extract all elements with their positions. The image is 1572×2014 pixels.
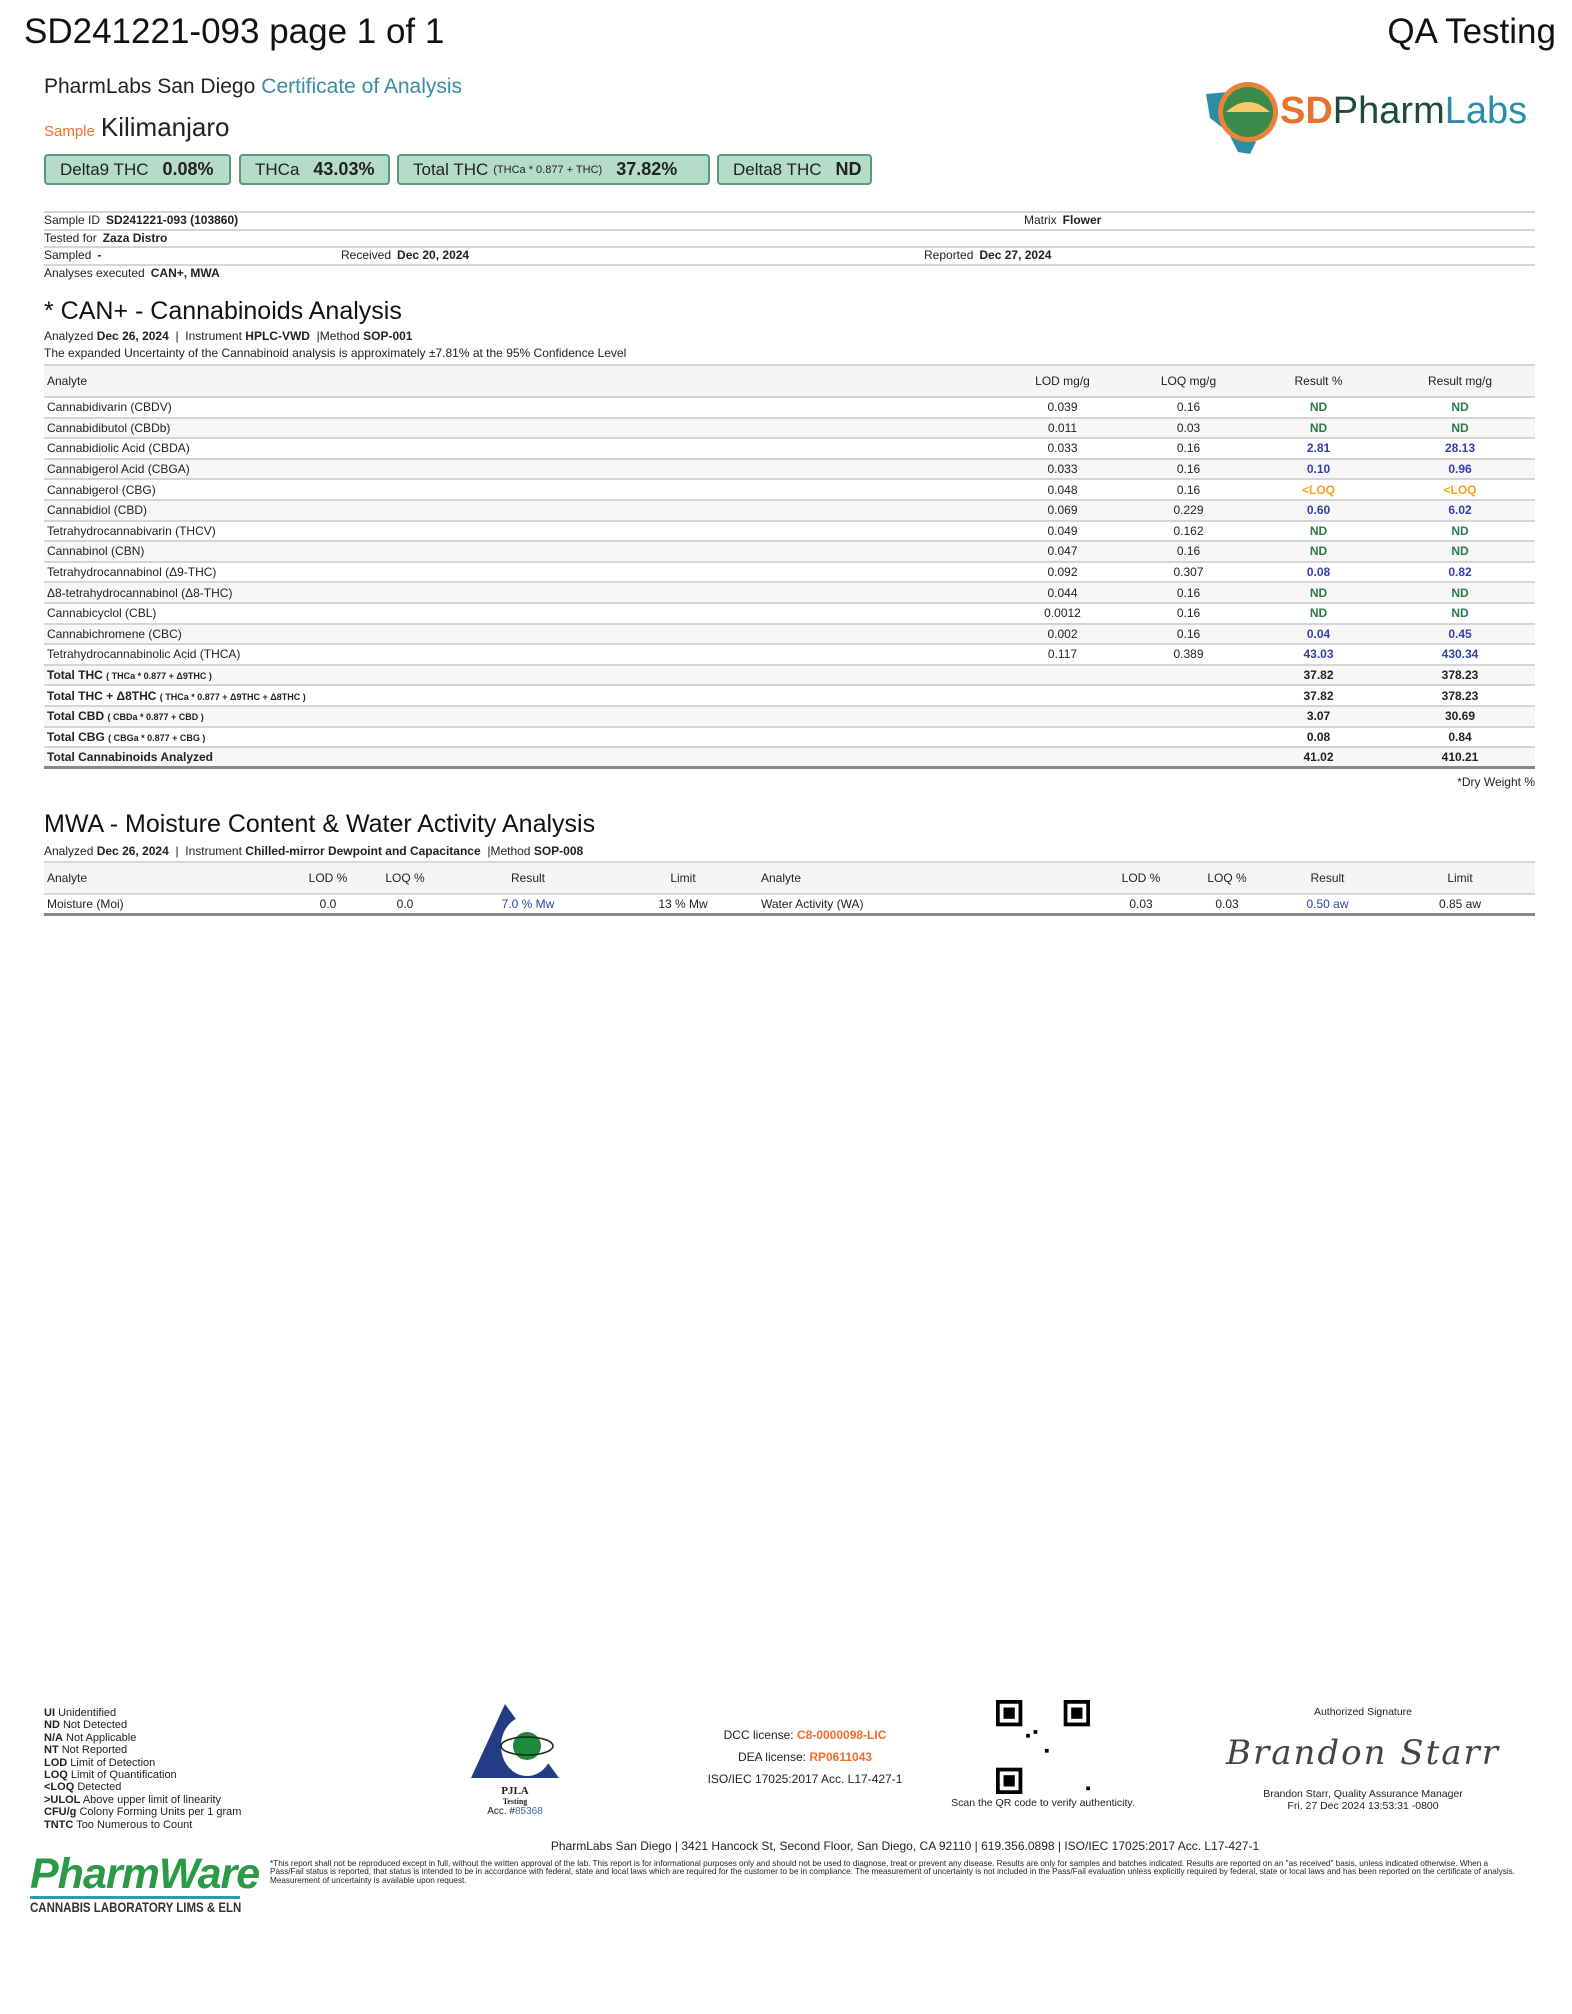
result-mg-g: 30.69 [1385,706,1535,727]
logo-wordmark: SDPharmLabs [1280,90,1528,132]
legend-meaning: Limit of Detection [70,1756,156,1769]
result-percent: 0.60 [1252,500,1385,521]
badge-label: THCa [255,159,300,179]
pjla-logo [460,1700,570,1817]
col-header: LOD mg/g [1000,365,1125,397]
label: Analyzed [44,329,94,343]
legend-meaning: Limit of Quantification [70,1769,177,1782]
analyte-name: Cannabichromene (CBC) [44,624,1000,645]
col-header: Analyte [758,862,1098,894]
lod [1000,706,1125,727]
lod: 0.069 [1000,500,1125,521]
col-header: Analyte [44,365,1000,397]
qr-caption: Scan the QR code to verify authenticity. [951,1797,1135,1809]
total-formula: ( THCa * 0.877 + Δ9THC + Δ8THC ) [159,691,306,702]
total-label: Total THC + Δ8THC [47,688,157,703]
mwa-cell: 0.85 aw [1385,894,1535,915]
result-mg-g: 28.13 [1385,438,1535,459]
sdpharmlabs-logo [1198,72,1538,157]
result-percent: ND [1252,521,1385,542]
legend-abbr: CFU/g [44,1806,77,1819]
analyte-name: Cannabigerol (CBG) [44,479,1000,500]
lod: 0.033 [1000,459,1125,480]
iso-accreditation: ISO/IEC 17025:2017 Acc. L17-427-1 [707,1772,903,1786]
badge-label: Delta8 THC [733,159,822,179]
lab-name: PharmLabs San Diego [44,75,256,98]
col-header: Result [448,862,608,894]
lod [1000,747,1125,768]
total-label: Total CBG [47,729,105,744]
legend-meaning: Above upper limit of linearity [82,1793,222,1806]
result-percent: 0.10 [1252,459,1385,480]
legend-item [44,1819,241,1831]
legend-meaning: Not Applicable [66,1731,137,1744]
table-row [44,397,1535,418]
analyte-name: Cannabidiolic Acid (CBDA) [44,438,1000,459]
dry-weight-note: *Dry Weight % [1457,775,1535,789]
received-date: Dec 20, 2024 [397,248,470,262]
lod: 0.048 [1000,479,1125,500]
analyte-name: Tetrahydrocannabinolic Acid (THCA) [44,644,1000,665]
mwa-cell: 0.50 aw [1270,894,1385,915]
badge-value: 37.82% [616,159,678,179]
mwa-cell: Water Activity (WA) [758,894,1098,915]
legend-meaning: Detected [77,1781,122,1794]
loq [1125,706,1252,727]
result-percent: 0.04 [1252,624,1385,645]
lod: 0.049 [1000,521,1125,542]
legend-item [44,1769,241,1781]
result-mg-g: 410.21 [1385,747,1535,768]
legend-abbr: UI [44,1707,55,1719]
total-row [44,685,1535,706]
legend-item [44,1732,241,1744]
legend-abbr: LOD [44,1756,68,1769]
legend-abbr: >ULOL [44,1793,81,1806]
loq: 0.162 [1125,521,1252,542]
result-percent: <LOQ [1252,479,1385,500]
legend-item [44,1719,241,1731]
loq: 0.03 [1125,418,1252,439]
result-mg-g: 6.02 [1385,500,1535,521]
result-mg-g: 0.82 [1385,562,1535,583]
label: Instrument [185,844,242,858]
col-header: Analyte [44,862,294,894]
result-mg-g: 0.45 [1385,624,1535,645]
legend-abbr: NT [44,1744,59,1757]
total-row [44,727,1535,748]
loq: 0.16 [1125,624,1252,645]
total-row [44,747,1535,768]
result-mg-g: ND [1385,521,1535,542]
result-mg-g: 378.23 [1385,685,1535,706]
legend-item [44,1806,241,1818]
loq: 0.389 [1125,644,1252,665]
loq [1125,747,1252,768]
analyzed-date: Dec 26, 2024 [96,329,169,343]
analyte-name: Tetrahydrocannabinol (Δ9-THC) [44,562,1000,583]
total-formula: ( THCa * 0.877 + Δ9THC ) [106,671,212,682]
pharmware-logo [30,1850,260,1915]
result-percent: 43.03 [1252,644,1385,665]
lod [1000,665,1125,686]
legend-meaning: Unidentified [58,1707,117,1719]
loq: 0.16 [1125,438,1252,459]
total-name [44,665,1000,686]
loq: 0.16 [1125,541,1252,562]
legend-abbr: <LOQ [44,1781,75,1794]
legend-meaning: Too Numerous to Count [76,1818,193,1831]
total-formula: ( CBGa * 0.877 + CBG ) [108,732,206,743]
col-header: Result [1270,862,1385,894]
can-meta: Analyzed Dec 26, 2024 | Instrument HPLC-VWD |Method SOP-001 [44,329,413,343]
label: Analyzed [44,844,94,858]
analyte-name: Cannabidiol (CBD) [44,500,1000,521]
result-percent: 41.02 [1252,747,1385,768]
result-percent: 3.07 [1252,706,1385,727]
badge-value: ND [835,159,862,179]
abbreviation-legend [44,1707,241,1831]
dea-label: DEA license: [737,1750,806,1764]
loq: 0.229 [1125,500,1252,521]
result-mg-g: ND [1385,582,1535,603]
analyte-name: Δ8-tetrahydrocannabinol (Δ8-THC) [44,582,1000,603]
legend-item [44,1757,241,1769]
lab-heading [44,75,462,99]
legend-meaning: Not Detected [62,1719,128,1732]
col-header: LOQ % [362,862,448,894]
result-mg-g: <LOQ [1385,479,1535,500]
loq: 0.16 [1125,479,1252,500]
signed-at: Fri, 27 Dec 2024 13:53:31 -0800 [1287,1800,1439,1812]
analyzed-date: Dec 26, 2024 [96,844,169,858]
table-row [44,644,1535,665]
table-row [44,459,1535,480]
label: Sample ID [44,213,101,227]
analyte-name: Tetrahydrocannabivarin (THCV) [44,521,1000,542]
result-percent: ND [1252,418,1385,439]
col-header: LOD % [1098,862,1184,894]
cannabinoids-table [44,364,1535,769]
california-logo-icon [1198,72,1288,157]
analyte-name: Cannabicyclol (CBL) [44,603,1000,624]
table-row [44,418,1535,439]
total-formula: ( CBDa * 0.877 + CBD ) [107,712,204,723]
result-percent: 2.81 [1252,438,1385,459]
dea-license: RP0611043 [809,1750,873,1764]
pharmware-wordmark: PharmWare [30,1850,260,1898]
uncertainty-note: The expanded Uncertainty of the Cannabinoid analysis is approximately ±7.81% at the 95% Confidence Level [44,346,627,360]
result-mg-g: 430.34 [1385,644,1535,665]
label: Tested for [44,230,97,245]
mwa-cell: 7.0 % Mw [448,894,608,915]
qa-testing-label: QA Testing [1387,12,1556,51]
col-header: Result % [1252,365,1385,397]
sample-info [44,211,1535,281]
lod [1000,685,1125,706]
instrument: Chilled-mirror Dewpoint and Capacitance [245,844,481,858]
mwa-cell: 13 % Mw [608,894,758,915]
sample-label: Sample [44,123,95,140]
badge-delta9-thc [44,154,231,185]
sample-id: SD241221-093 (103860) [106,213,239,227]
loq: 0.16 [1125,459,1252,480]
lod: 0.011 [1000,418,1125,439]
mwa-cell: Moisture (Moi) [44,894,294,915]
badge-label: Total THC [413,159,489,179]
signature-block [1210,1706,1516,1812]
reported-date: Dec 27, 2024 [979,248,1052,262]
pjla-sub: Testing [502,1797,528,1806]
legend-item [44,1707,241,1719]
result-percent: 0.08 [1252,727,1385,748]
lod [1000,727,1125,748]
legend-meaning: Not Reported [61,1744,128,1757]
loq: 0.16 [1125,397,1252,418]
loq [1125,727,1252,748]
table-row [44,479,1535,500]
legend-abbr: LOQ [44,1769,68,1782]
total-label: Total CBD [47,709,105,724]
result-mg-g: ND [1385,418,1535,439]
table-row [44,521,1535,542]
sample-name: Kilimanjaro [100,112,230,142]
moisture-table [44,861,1535,916]
pjla-accreditation-icon [465,1700,565,1780]
total-label: Total Cannabinoids Analyzed [47,750,214,765]
can-section-title: * CAN+ - Cannabinoids Analysis [44,297,402,325]
result-mg-g: 0.96 [1385,459,1535,480]
analyte-name: Cannabinol (CBN) [44,541,1000,562]
label: Received [341,248,392,262]
loq [1125,685,1252,706]
col-header: Result mg/g [1385,365,1535,397]
signature-label: Authorized Signature [1313,1706,1413,1718]
acc-label: Acc. # [487,1806,515,1817]
dcc-label: DCC license: [723,1728,794,1742]
lod: 0.044 [1000,582,1125,603]
dcc-license: C8-0000098-LIC [796,1728,887,1742]
badge-formula: (THCa * 0.877 + THC) [493,163,603,176]
instrument: HPLC-VWD [245,329,310,343]
result-percent: 0.08 [1252,562,1385,583]
total-name [44,727,1000,748]
legend-abbr: TNTC [44,1818,74,1831]
analyses: CAN+, MWA [150,265,220,280]
result-percent: 37.82 [1252,685,1385,706]
total-label: Total THC [47,668,103,683]
col-header: LOQ % [1184,862,1270,894]
mwa-cell: 0.0 [362,894,448,915]
label: Instrument [185,329,242,343]
mwa-section-title: MWA - Moisture Content & Water Activity Analysis [44,810,596,838]
result-mg-g: 378.23 [1385,665,1535,686]
signature-image: Brandon Starr [1225,1733,1501,1773]
badge-total-thc [397,154,710,185]
tested-for: Zaza Distro [102,230,168,245]
sample-heading [44,112,229,143]
table-row [44,500,1535,521]
table-row [44,562,1535,583]
result-percent: ND [1252,397,1385,418]
badge-label: Delta9 THC [60,159,149,179]
analyte-name: Cannabidivarin (CBDV) [44,397,1000,418]
acc-number: 85368 [514,1806,543,1817]
legend-item [44,1744,241,1756]
result-mg-g: ND [1385,397,1535,418]
loq: 0.16 [1125,582,1252,603]
qr-code-icon[interactable] [996,1700,1090,1794]
legend-abbr: N/A [44,1731,63,1744]
badge-value: 0.08% [162,159,214,179]
lod: 0.039 [1000,397,1125,418]
table-row [44,624,1535,645]
total-name [44,706,1000,727]
mwa-cell: 0.03 [1184,894,1270,915]
total-name [44,747,1000,768]
method: SOP-008 [533,844,584,858]
pharmware-tagline: CANNABIS LABORATORY LIMS & ELN [30,1899,242,1915]
legend-item [44,1781,241,1793]
mwa-cell: 0.0 [294,894,362,915]
table-row [44,438,1535,459]
badge-thca [239,154,390,185]
total-name [44,685,1000,706]
sampled: - [97,248,102,262]
disclaimer: *This report shall not be reproduced except in full, without the written approval of the lab. This report is for informational purposes only and should not be used to diagnose, treat or prevent any disease. Results are only for samples and batches indicated. Results are reported on an "as received" basis, unless indicated otherwise. When a Pass/Fail status is reported, that status is intended to be in accordance with federal, state and local laws which are required for the customer to be in compliance. The measurement of uncertainty is not included in the Pass/Fail evaluation unless explicitly required by federal, state or local laws and has been reported on the certificate of analysis. Measurement of uncertainty is available upon request. [270,1859,1516,1885]
label: Analyses executed [44,265,145,280]
legend-abbr: ND [44,1719,60,1732]
page-title: SD241221-093 page 1 of 1 [24,12,445,51]
lod: 0.002 [1000,624,1125,645]
col-header: Limit [1385,862,1535,894]
pjla-name: PJLA [501,1785,529,1797]
lod: 0.047 [1000,541,1125,562]
table-row [44,603,1535,624]
col-header: LOD % [294,862,362,894]
lab-address: PharmLabs San Diego | 3421 Hancock St, Second Floor, San Diego, CA 92110 | 619.356.0898 | ISO/IEC 17025:2017 Acc. L17-427-1 [550,1839,1260,1853]
legend-meaning: Colony Forming Units per 1 gram [79,1806,242,1819]
matrix: Flower [1062,213,1102,227]
qr-block [900,1700,1186,1809]
badge-delta8-thc [717,154,872,185]
total-row [44,665,1535,686]
result-percent: ND [1252,603,1385,624]
lod: 0.033 [1000,438,1125,459]
analyte-name: Cannabigerol Acid (CBGA) [44,459,1000,480]
table-row [44,541,1535,562]
result-percent: ND [1252,582,1385,603]
label: Method [319,329,360,343]
lod: 0.0012 [1000,603,1125,624]
table-row [44,582,1535,603]
mwa-cell: 0.03 [1098,894,1184,915]
result-percent: ND [1252,541,1385,562]
label: Reported [924,248,974,262]
result-mg-g: ND [1385,541,1535,562]
signer-name: Brandon Starr, Quality Assurance Manager [1263,1788,1463,1800]
loq: 0.16 [1125,603,1252,624]
badge-value: 43.03% [313,159,375,179]
total-row [44,706,1535,727]
lod: 0.092 [1000,562,1125,583]
result-mg-g: 0.84 [1385,727,1535,748]
doc-type: Certificate of Analysis [261,75,463,98]
loq: 0.307 [1125,562,1252,583]
mwa-meta: Analyzed Dec 26, 2024 | Instrument Chilled-mirror Dewpoint and Capacitance |Method SOP-008 [44,844,584,858]
analyte-name: Cannabidibutol (CBDb) [44,418,1000,439]
result-percent: 37.82 [1252,665,1385,686]
col-header: LOQ mg/g [1125,365,1252,397]
result-mg-g: ND [1385,603,1535,624]
loq [1125,665,1252,686]
legend-item [44,1794,241,1806]
lod: 0.117 [1000,644,1125,665]
label: Sampled [44,248,92,262]
label: Matrix [1024,213,1057,227]
label: Method [490,844,531,858]
method: SOP-001 [363,329,413,343]
col-header: Limit [608,862,758,894]
